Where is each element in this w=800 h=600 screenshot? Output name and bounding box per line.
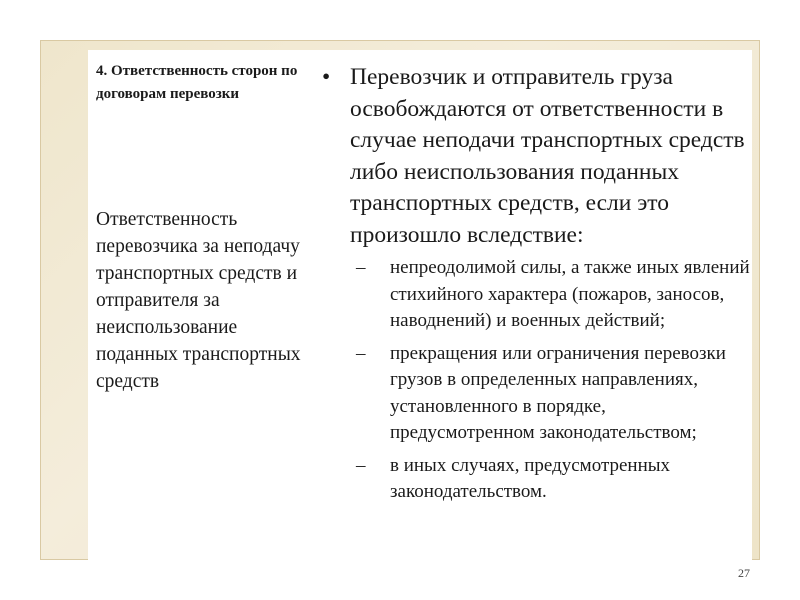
sub-bullet-text: в иных случаях, предусмотренных законодательством. <box>390 454 671 502</box>
right-column <box>322 62 752 512</box>
sub-bullet-text: прекращения или ограничения перевозки грузов в определенных направлениях, установленного в порядке, предусмотренном законодательством; <box>390 342 726 443</box>
sub-bullet-list <box>322 255 752 506</box>
sub-bullet-item <box>322 453 752 506</box>
sub-bullet-item <box>322 255 752 335</box>
main-bullet-text: Перевозчик и отправитель груза освобождаются от ответственности в случае неподачи транспортных средств либо неиспользования поданных транспортных средств, если это произошло вследствие: <box>350 64 745 248</box>
bullet-icon: • <box>322 64 331 90</box>
section-subheading: Ответственность перевозчика за неподачу транспортных средств и отправителя за неиспользование поданных транспортных средств <box>96 209 301 392</box>
dash-icon: – <box>356 257 366 278</box>
main-bullet-item <box>322 62 752 251</box>
dash-icon: – <box>356 454 366 476</box>
left-column <box>96 60 316 106</box>
dash-icon: – <box>356 342 366 364</box>
sub-bullet-text: непреодолимой силы, а также иных явлений стихийного характера (пожаров, заносов, наводнений) и военных действий; <box>390 257 750 331</box>
page-number: 27 <box>738 566 750 580</box>
sub-bullet-item <box>322 341 752 447</box>
section-heading: 4. Ответственность сторон по договорам перевозки <box>96 63 298 102</box>
